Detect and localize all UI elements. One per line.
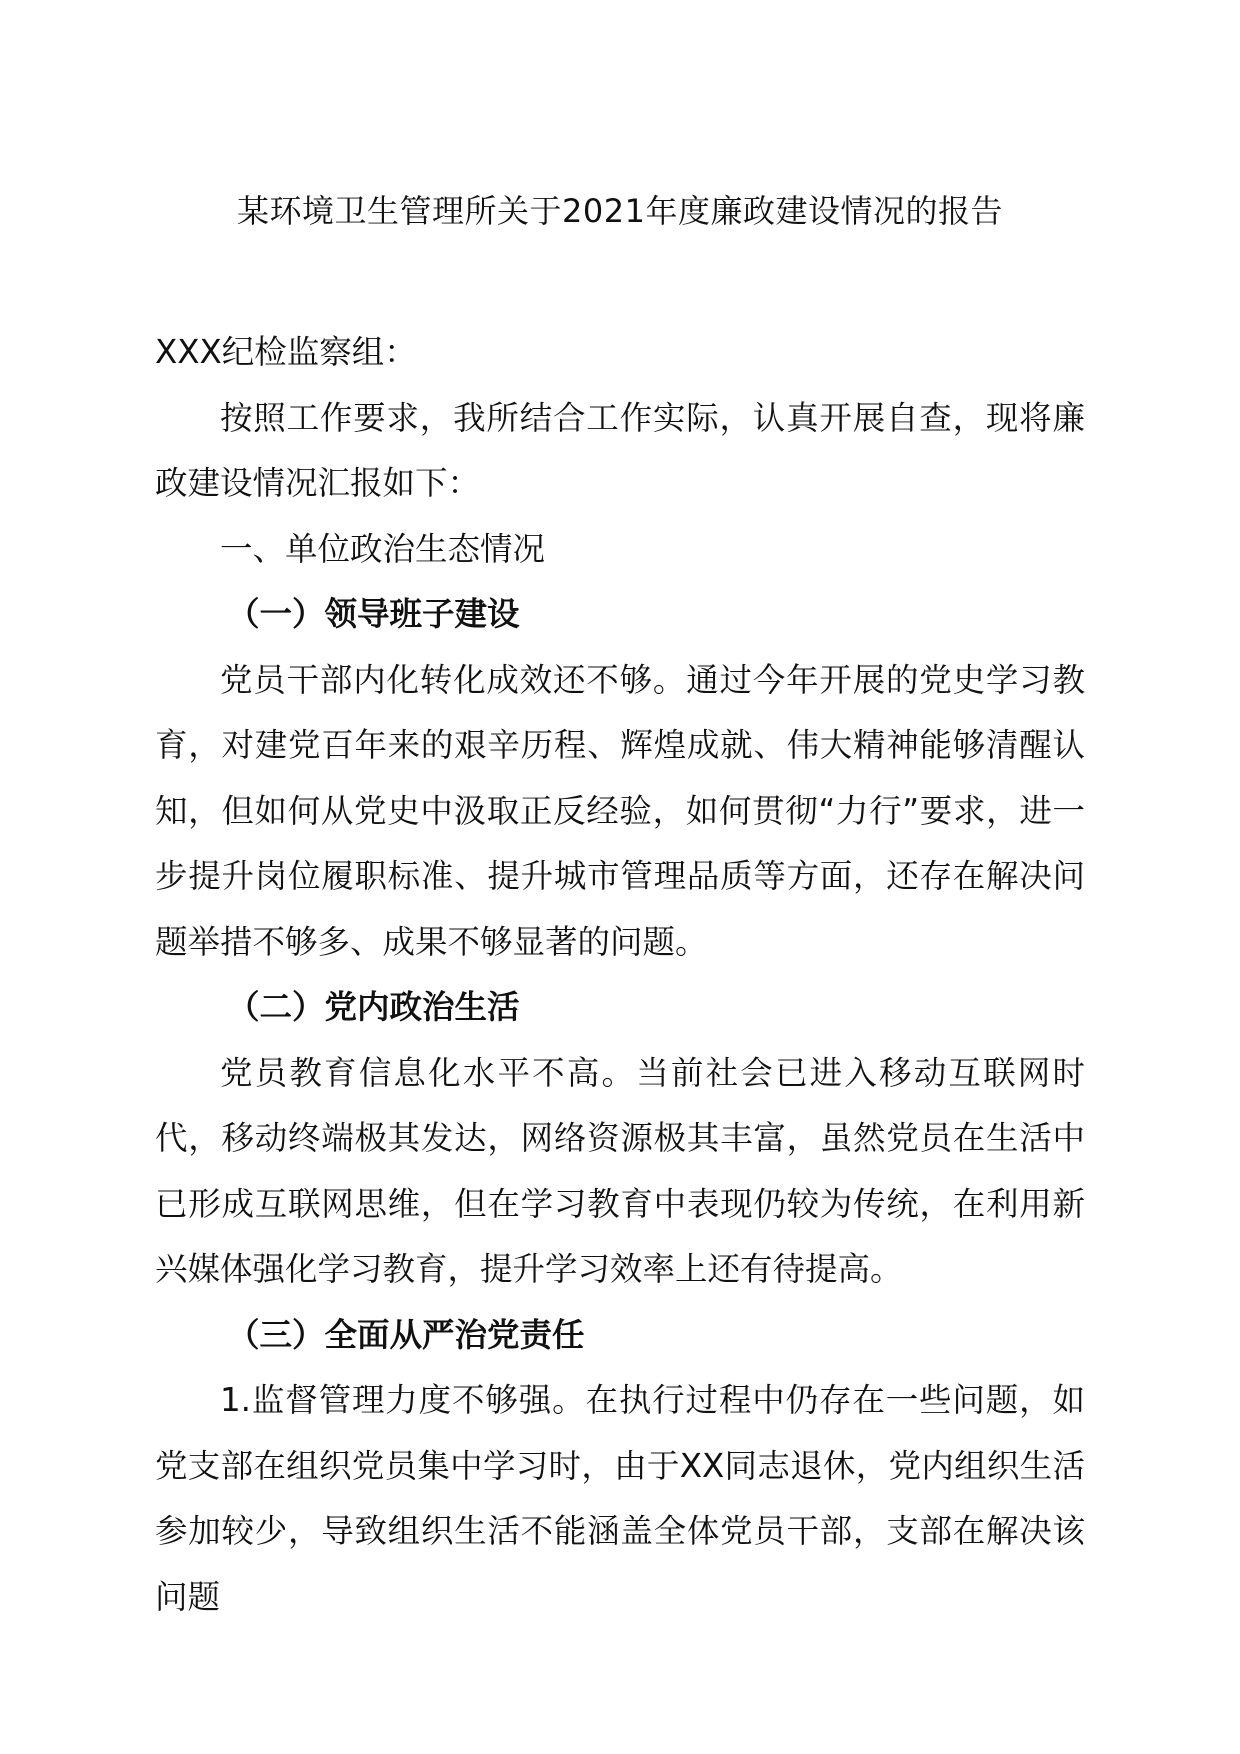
subsection-paragraph: 党员教育信息化水平不高。当前社会已进入移动互联网时代，移动终端极其发达，网络资源极其丰富，虽然党员在生活中已形成互联网思维，但在学习教育中表现仍较为传统，在利用新兴媒体强化学习教育，提升学习效率上还有待提高。 [155,1053,1085,1288]
document-body [155,320,1085,1630]
subsection-heading: （二）党内政治生活 [227,988,520,1026]
subsection-paragraph: 党员干部内化转化成效还不够。通过今年开展的党史学习教育，对建党百年来的艰辛历程、辉煌成就、伟大精神能够清醒认知，但如何从党史中汲取正反经验，如何贯彻“力行”要求，进一步提升岗位履职标准、提升城市管理品质等方面，还存在解决问题举措不够多、成果不够显著的问题。 [155,660,1085,961]
subsection-heading: （三）全面从严治党责任 [227,1315,585,1354]
document-title: 某环境卫生管理所关于2021年度廉政建设情况的报告 [237,192,1003,230]
subsection-paragraph: 1.监督管理力度不够强。在执行过程中仍存在一些问题，如党支部在组织党员集中学习时，由于XX同志退休，党内组织生活参加较少，导致组织生活不能涵盖全体党员干部，支部在解决该问题 [155,1381,1085,1616]
section-heading: 一、单位政治生态情况 [220,529,546,568]
subsection-heading: （一）领导班子建设 [227,595,520,633]
intro-paragraph: 按照工作要求，我所结合工作实际，认真开展自查，现将廉政建设情况汇报如下： [155,398,1085,502]
salutation: XXX纪检监察组： [155,333,417,371]
